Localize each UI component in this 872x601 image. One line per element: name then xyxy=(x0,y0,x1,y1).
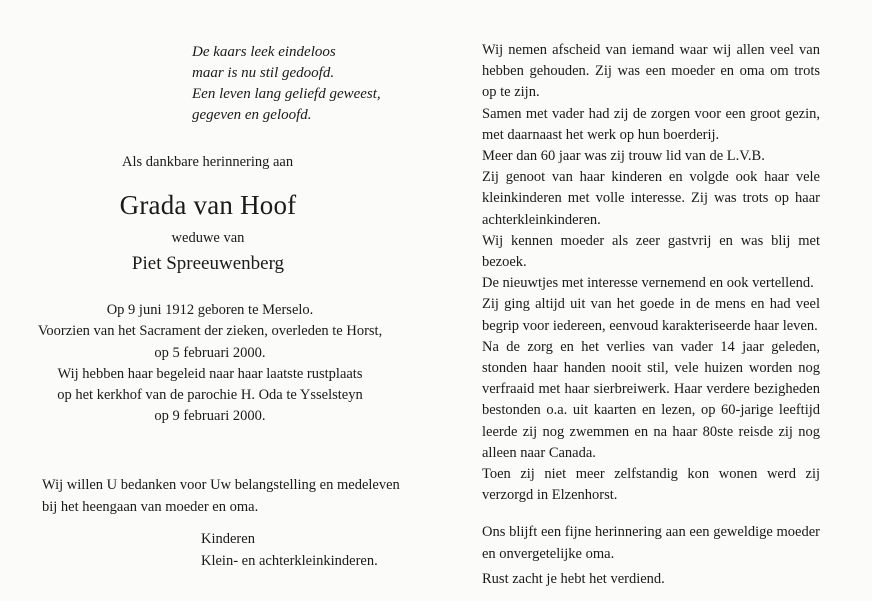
paragraph: Samen met vader had zij de zorgen voor een groot gezin, met daarnaast het werk op hun boerderij. xyxy=(482,105,820,143)
fact-line: op 9 februari 2000. xyxy=(154,408,266,425)
signoff-line: Klein- en achterkleinkinderen. xyxy=(201,553,378,569)
thanks-line: Wij willen U bedanken voor Uw belangstelling en medeleven xyxy=(42,477,400,493)
poem-line: gegeven en geloofd. xyxy=(192,107,312,123)
thanks-line: bij het heengaan van moeder en oma. xyxy=(42,499,259,515)
fact-line: op 5 februari 2000. xyxy=(154,344,266,361)
spacer xyxy=(482,506,820,522)
signoff-line: Kinderen xyxy=(201,531,255,547)
poem-line: De kaars leek eindeloos xyxy=(192,44,336,60)
paragraph: Zij genoot van haar kinderen en volgde ook haar vele kleinkinderen met volle interesse. Zij was trots op haar achterkleinkinderen. xyxy=(482,169,820,228)
poem-line: maar is nu stil gedoofd. xyxy=(192,65,335,81)
closing-paragraph: Ons blijft een fijne herinnering aan een geweldige moeder en onvergetelijke oma. xyxy=(482,524,820,562)
right-page xyxy=(482,40,820,590)
fact-line: Wij hebben haar begeleid naar haar laatste rustplaats xyxy=(57,365,363,382)
fact-line: Voorzien van het Sacrament der zieken, overleden te Horst, xyxy=(37,323,383,340)
paragraph: Meer dan 60 jaar was zij trouw lid van de L.V.B. xyxy=(482,148,765,165)
fact-line: op het kerkhof van de parochie H. Oda te Ysselsteyn xyxy=(57,387,363,404)
widow-of-label: weduwe van xyxy=(171,230,245,246)
paragraph: Toen zij niet meer zelfstandig kon wonen werd zij verzorgd in Elzenhorst. xyxy=(482,466,820,504)
life-facts xyxy=(10,300,410,428)
paragraph: Na de zorg en het verlies van vader 14 jaar geleden, stonden haar handen nooit stil, vele huizen worden nog verfraaid met haar sierbreiwerk. Haar verdere bezigheden bestonden o.a. uit kaarten en lezen, op 60-jarige leeftijd leerde zij nog zwemmen en na haar 80ste reisde zij nog alleen naar Canada. xyxy=(482,338,820,461)
signoff xyxy=(201,528,378,572)
poem-line: Een leven lang geliefd geweest, xyxy=(192,86,381,102)
poem xyxy=(192,42,381,126)
paragraph: Wij kennen moeder als zeer gastvrij en was blij met bezoek. xyxy=(482,232,820,271)
closing-farewell: Rust zacht je hebt het verdiend. xyxy=(482,570,665,587)
husband-name: Piet Spreeuwenberg xyxy=(131,253,285,274)
thanks-text xyxy=(42,474,400,518)
paragraph: Zij ging altijd uit van het goede in de mens en had veel begrip voor iedereen, eenvoud karakteriseerde haar leven. xyxy=(482,296,820,334)
fact-line: Op 9 juni 1912 geboren te Merselo. xyxy=(106,302,314,318)
paragraph: De nieuwtjes met interesse vernemend en ook vertellend. xyxy=(482,275,814,292)
deceased-name: Grada van Hoof xyxy=(119,190,297,220)
paragraph: Wij nemen afscheid van iemand waar wij allen veel van hebben gehouden. Zij was een moeder en oma om trots op te zijn. xyxy=(482,42,820,101)
intro-text: Als dankbare herinnering aan xyxy=(122,154,294,170)
